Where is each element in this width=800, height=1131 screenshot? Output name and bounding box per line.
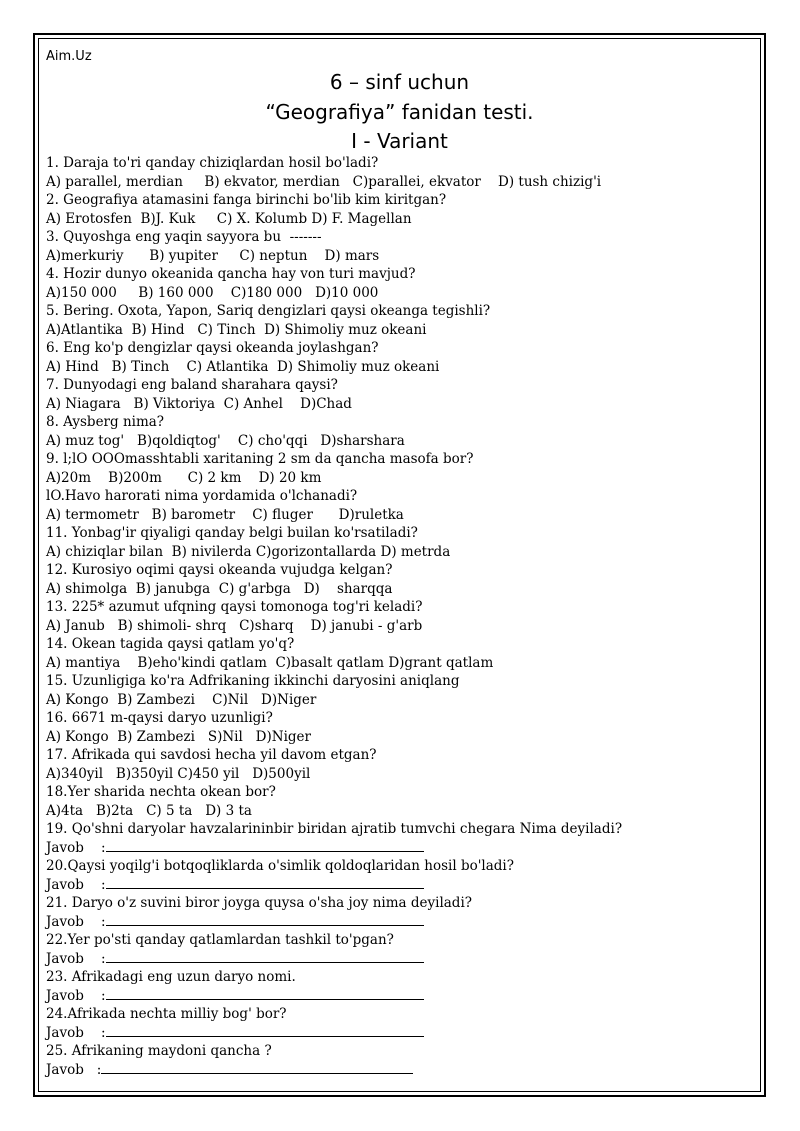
question-block [46, 302, 756, 339]
question-block [46, 783, 756, 820]
answer-field[interactable] [46, 950, 756, 969]
answer-field[interactable] [46, 876, 756, 895]
answer-options: A)20m B)200m C) 2 km D) 20 km [46, 469, 322, 486]
answer-label: Javob : [46, 1024, 106, 1041]
title-variant: I - Variant [351, 129, 448, 153]
answer-blank-line[interactable] [106, 1024, 424, 1037]
question-text: 21. Daryo o'z suvini biror joyga quysa o'sha joy nima deyiladi? [46, 895, 473, 911]
question-text: lO.Havo harorati nima yordamida o'lchanadi? [46, 488, 358, 504]
title-subject: “Geografiya” fanidan testi. [265, 100, 534, 124]
answer-options: A) Kongo B) Zambezi S)Nil D)Niger [46, 728, 311, 745]
question-text: 13. 225* azumut ufqning qaysi tomonoga tog'ri keladi? [46, 599, 423, 615]
question-text: 3. Quyoshga eng yaqin sayyora bu ------- [46, 229, 322, 245]
answer-options: A)4ta B)2ta C) 5 ta D) 3 ta [46, 802, 252, 819]
answer-options: A)Atlantika B) Hind C) Tinch D) Shimoliy muz okeani [46, 321, 427, 338]
question-block [46, 228, 756, 265]
question-block [46, 635, 756, 672]
answer-blank-line[interactable] [106, 876, 424, 889]
answer-options: A)340yil B)350yil C)450 yil D)500yil [46, 765, 311, 782]
answer-options: A) Erotosfen B)J. Kuk C) X. Kolumb D) F. Magellan [46, 210, 412, 227]
open-question-block [46, 1005, 756, 1042]
answer-blank-line[interactable] [101, 1061, 413, 1074]
question-text: 20.Qaysi yoqilg'i botqoqliklarda o'simlik qoldoqlaridan hosil bo'ladi? [46, 858, 514, 874]
question-text: 9. l;lO OOOmasshtabli xaritaning 2 sm da qancha masofa bor? [46, 451, 474, 467]
question-block [46, 598, 756, 635]
answer-options: A)150 000 B) 160 000 C)180 000 D)10 000 [46, 284, 379, 301]
answer-field[interactable] [46, 1024, 756, 1043]
answer-options: A) Janub B) shimoli- shrq C)sharq D) janubi - g'arb [46, 617, 423, 634]
question-text: 5. Bering. Oxota, Yapon, Sariq dengizlari qaysi okeanga tegishli? [46, 303, 491, 319]
question-block [46, 672, 756, 709]
answer-field[interactable] [46, 987, 756, 1006]
question-text: 4. Hozir dunyo okeanida qancha hay von turi mavjud? [46, 266, 416, 282]
question-text: 15. Uzunligiga ko'ra Adfrikaning ikkinchi daryosini aniqlang [46, 673, 460, 689]
answer-options: A) Hind B) Tinch C) Atlantika D) Shimoliy muz okeani [46, 358, 440, 375]
question-text: 7. Dunyodagi eng baland sharahara qaysi? [46, 377, 338, 393]
question-block [46, 191, 756, 228]
answer-field[interactable] [46, 1061, 756, 1080]
title-grade: 6 – sinf uchun [329, 70, 470, 94]
answer-options: A) mantiya B)eho'kindi qatlam C)basalt qatlam D)grant qatlam [46, 654, 494, 671]
open-question-block [46, 894, 756, 931]
question-text: 14. Okean tagida qaysi qatlam yo'q? [46, 636, 295, 652]
question-text: 8. Aysberg nima? [46, 414, 165, 430]
question-block [46, 709, 756, 746]
answer-options: A) shimolga B) janubga C) g'arbga D) sharqqa [46, 580, 393, 597]
question-block [46, 450, 756, 487]
answer-label: Javob : [46, 987, 106, 1004]
question-text: 22.Yer po'sti qanday qatlamlardan tashkil to'pgan? [46, 932, 394, 948]
question-block [46, 487, 756, 524]
answer-label: Javob : [46, 913, 106, 930]
test-body [46, 154, 756, 1079]
question-text: 24.Afrikada nechta milliy bog' bor? [46, 1006, 287, 1022]
answer-label: Javob : [46, 876, 106, 893]
answer-options: A)merkuriy B) yupiter C) neptun D) mars [46, 247, 380, 264]
question-text: 1. Daraja to'ri qanday chiziqlardan hosil bo'ladi? [46, 155, 379, 171]
question-block [46, 339, 756, 376]
site-label: Aim.Uz [46, 49, 92, 64]
question-text: 18.Yer sharida nechta okean bor? [46, 784, 276, 800]
question-text: 12. Kurosiyo oqimi qaysi okeanda vujudga kelgan? [46, 562, 393, 578]
question-text: 16. 6671 m-qaysi daryo uzunligi? [46, 710, 273, 726]
answer-blank-line[interactable] [106, 839, 424, 852]
answer-options: A) chiziqlar bilan B) nivilerda C)gorizontallarda D) metrda [46, 543, 451, 560]
open-question-block [46, 820, 756, 857]
question-text: 2. Geografiya atamasini fanga birinchi bo'lib kim kiritgan? [46, 192, 447, 208]
answer-options: A) muz tog' B)qoldiqtog' C) cho'qqi D)sharshara [46, 432, 405, 449]
answer-label: Javob : [46, 839, 106, 856]
question-text: 19. Qo'shni daryolar havzalarininbir biridan ajratib tumvchi chegara Nima deyiladi? [46, 821, 623, 837]
question-block [46, 265, 756, 302]
open-question-block [46, 968, 756, 1005]
answer-field[interactable] [46, 913, 756, 932]
answer-options: A) parallel, merdian B) ekvator, merdian C)parallei, ekvator D) tush chizig'i [46, 173, 602, 190]
question-text: 6. Eng ko'p dengizlar qaysi okeanda joylashgan? [46, 340, 379, 356]
question-block [46, 746, 756, 783]
question-text: 23. Afrikadagi eng uzun daryo nomi. [46, 969, 296, 985]
answer-label: Javob : [46, 1061, 102, 1078]
answer-options: A) Niagara B) Viktoriya C) Anhel D)Chad [46, 395, 352, 412]
question-text: 25. Afrikaning maydoni qancha ? [46, 1043, 272, 1059]
question-block [46, 561, 756, 598]
answer-options: A) Kongo B) Zambezi C)Nil D)Niger [46, 691, 317, 708]
open-question-block [46, 857, 756, 894]
question-block [46, 376, 756, 413]
answer-blank-line[interactable] [106, 950, 424, 963]
question-block [46, 413, 756, 450]
answer-label: Javob : [46, 950, 106, 967]
answer-blank-line[interactable] [106, 913, 424, 926]
question-text: 17. Afrikada qui savdosi hecha yil davom etgan? [46, 747, 377, 763]
open-question-block [46, 931, 756, 968]
question-text: 11. Yonbag'ir qiyaligi qanday belgi builan ko'rsatiladi? [46, 525, 418, 541]
answer-options: A) termometr B) barometr C) fluger D)ruletka [46, 506, 404, 523]
answer-field[interactable] [46, 839, 756, 858]
question-block [46, 524, 756, 561]
question-block [46, 154, 756, 191]
answer-blank-line[interactable] [106, 987, 424, 1000]
open-question-block [46, 1042, 756, 1079]
